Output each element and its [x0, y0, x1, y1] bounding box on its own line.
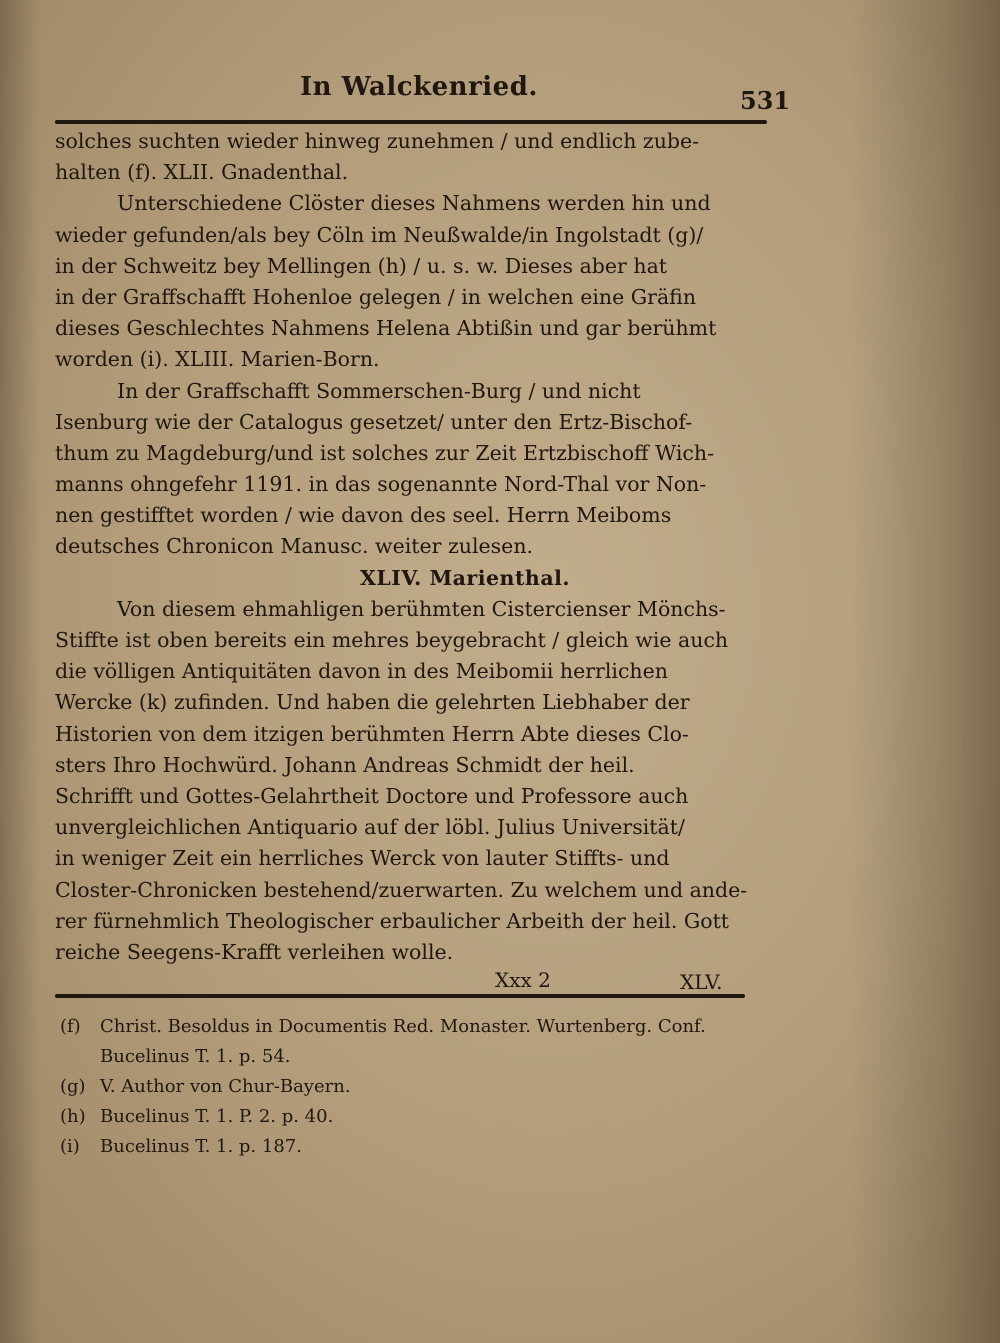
footnote-mark: (f) — [60, 1016, 81, 1037]
text-line: nen gestifftet worden / wie davon des seel. Herrn Meiboms — [55, 503, 672, 528]
header-rule — [55, 120, 767, 124]
text-line: rer fürnehmlich Theologischer erbaulicher Arbeith der heil. Gott — [55, 908, 730, 933]
text-line: sters Ihro Hochwürd. Johann Andreas Schmidt der heil. — [55, 752, 635, 777]
text-line: Closter-Chronicken bestehend/zuerwarten. Zu welchem und ande- — [55, 877, 748, 902]
text-line: thum zu Magdeburg/und ist solches zur Zeit Ertzbischoff Wich- — [55, 440, 715, 465]
main-text — [55, 126, 775, 968]
text-line: worden (i). XLIII. Marien-Born. — [55, 347, 380, 372]
text-line: Unterschiedene Clöster dieses Nahmens werden hin und — [117, 191, 711, 216]
text-line: Isenburg wie der Catalogus gesetzet/ unter den Ertz-Bischof- — [55, 409, 693, 434]
text-line: Schrifft und Gottes-Gelahrtheit Doctore und Professore auch — [55, 783, 689, 808]
text-line: dieses Geschlechtes Nahmens Helena Abtißin und gar berühmt — [55, 316, 717, 341]
text-line: in weniger Zeit ein herrliches Werck von lauter Stiffts- und — [55, 846, 670, 871]
page-shadow-right — [850, 0, 1000, 1343]
footnote — [60, 1072, 760, 1102]
text-line: XLIV. Marienthal. — [359, 565, 571, 590]
text-line: In der Graffschafft Sommerschen-Burg / und nicht — [117, 378, 641, 403]
catchword: XLV. — [680, 970, 723, 994]
running-title: In Walckenried. — [300, 72, 538, 102]
text-line: reiche Seegens-Krafft verleihen wolle. — [55, 939, 454, 964]
footnote — [60, 1042, 760, 1072]
text-line: deutsches Chronicon Manusc. weiter zulesen. — [55, 534, 534, 559]
footnote — [60, 1102, 760, 1132]
text-line: Historien von dem itzigen berühmten Herrn Abte dieses Clo- — [55, 721, 689, 746]
text-line: Stiffte ist oben bereits ein mehres beygebracht / gleich wie auch — [55, 628, 729, 652]
text-bottom-rule — [55, 994, 745, 998]
footnote — [60, 1132, 760, 1162]
footnote-text: V. Author von Chur-Bayern. — [100, 1076, 351, 1097]
page-shadow-left — [0, 0, 40, 1343]
footnote-text: Bucelinus T. 1. p. 54. — [100, 1046, 291, 1067]
text-line: halten (f). XLII. Gnadenthal. — [55, 160, 349, 185]
text-line: solches suchten wieder hinweg zunehmen / und endlich zube- — [55, 129, 700, 153]
footnotes — [60, 1012, 760, 1162]
footnote-text: Bucelinus T. 1. P. 2. p. 40. — [100, 1106, 334, 1127]
text-line: in der Schweitz bey Mellingen (h) / u. s. w. Dieses aber hat — [55, 253, 668, 278]
footnote-mark: (g) — [60, 1076, 86, 1097]
text-line: unvergleichlichen Antiquario auf der löbl. Julius Universität/ — [55, 815, 685, 840]
text-line: in der Graffschafft Hohenloe gelegen / in welchen eine Gräfin — [55, 284, 697, 309]
footnote-text: Bucelinus T. 1. p. 187. — [100, 1136, 302, 1157]
footnote — [60, 1012, 760, 1042]
text-line: wieder gefunden/als bey Cöln im Neußwalde/in Ingolstadt (g)/ — [55, 222, 704, 247]
signature-mark: Xxx 2 — [495, 968, 551, 992]
footnote-mark: (h) — [60, 1106, 86, 1127]
text-line: Von diesem ehmahligen berühmten Cistercienser Mönchs- — [117, 596, 726, 621]
footnote-text: Christ. Besoldus in Documentis Red. Monaster. Wurtenberg. Conf. — [100, 1016, 706, 1037]
text-line: Wercke (k) zufinden. Und haben die gelehrten Liebhaber der — [55, 690, 690, 715]
footnote-mark: (i) — [60, 1136, 80, 1157]
text-line: manns ohngefehr 1191. in das sogenannte Nord-Thal vor Non- — [55, 472, 707, 497]
page-number: 531 — [740, 86, 791, 115]
text-line: die völligen Antiquitäten davon in des Meibomii herrlichen — [55, 659, 668, 684]
